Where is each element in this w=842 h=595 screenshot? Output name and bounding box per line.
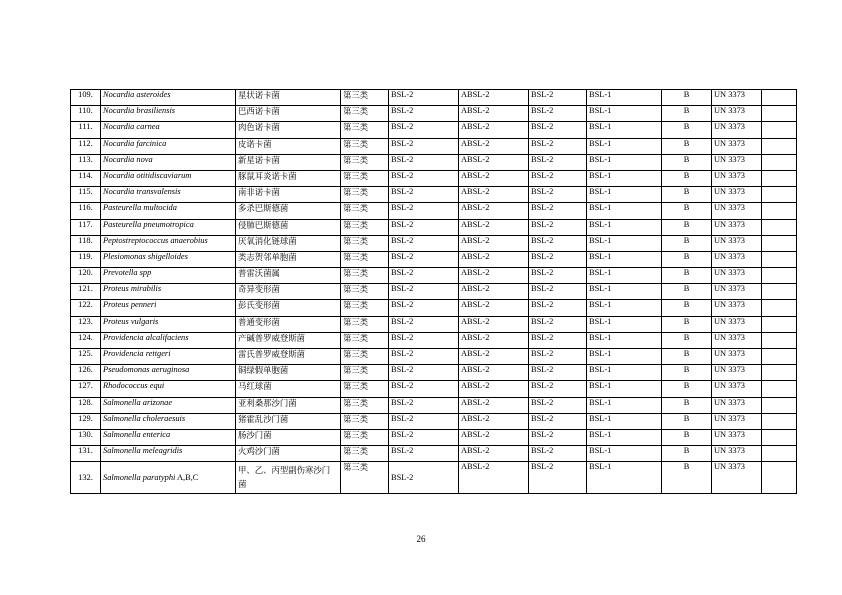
table-row [71,284,797,300]
remarks-cell [762,251,797,267]
un-number: UN 3373 [712,235,762,251]
page-number: 26 [416,534,426,544]
latin-name: Proteus vulgaris [101,316,236,332]
bsl-sample: BSL-2 [529,446,587,462]
latin-name: Nocardia carnea [101,122,236,138]
bsl-inactivated: BSL-1 [587,381,662,397]
row-number: 130. [71,429,101,445]
latin-name: Pseudomonas aeruginosa [101,365,236,381]
bsl-sample: BSL-2 [529,170,587,186]
table-row [71,429,797,445]
absl-level: ABSL-2 [459,284,529,300]
transport-category: B [662,349,712,365]
absl-level: ABSL-2 [459,251,529,267]
bsl-inactivated: BSL-1 [587,187,662,203]
row-number: 122. [71,300,101,316]
hazard-class: 第三类 [341,332,389,348]
chinese-name: 火鸡沙门菌 [236,446,341,462]
bsl-culture: BSL-2 [389,381,459,397]
bsl-sample: BSL-2 [529,413,587,429]
chinese-name: 普雷沃菌属 [236,268,341,284]
absl-level: ABSL-2 [459,365,529,381]
bsl-sample: BSL-2 [529,138,587,154]
latin-name: Proteus penneri [101,300,236,316]
remarks-cell [762,462,797,494]
chinese-name: 甲、乙、丙型副伤寒沙门菌 [236,462,341,494]
table-row [71,138,797,154]
bsl-culture: BSL-2 [389,251,459,267]
remarks-cell [762,122,797,138]
remarks-cell [762,235,797,251]
bsl-inactivated: BSL-1 [587,138,662,154]
bsl-inactivated: BSL-1 [587,365,662,381]
remarks-cell [762,300,797,316]
chinese-name: 侵肺巴斯德菌 [236,219,341,235]
bsl-sample: BSL-2 [529,397,587,413]
transport-category: B [662,154,712,170]
row-number: 110. [71,106,101,122]
bsl-sample: BSL-2 [529,154,587,170]
bsl-culture: BSL-2 [389,365,459,381]
latin-name: Rhodococcus equi [101,381,236,397]
un-number: UN 3373 [712,170,762,186]
un-number: UN 3373 [712,106,762,122]
bsl-culture: BSL-2 [389,154,459,170]
transport-category: B [662,316,712,332]
bsl-sample: BSL-2 [529,235,587,251]
bsl-sample: BSL-2 [529,300,587,316]
bsl-sample: BSL-2 [529,332,587,348]
row-number: 123. [71,316,101,332]
table-row [71,154,797,170]
transport-category: B [662,381,712,397]
bsl-culture: BSL-2 [389,316,459,332]
un-number: UN 3373 [712,349,762,365]
absl-level: ABSL-2 [459,90,529,106]
remarks-cell [762,446,797,462]
bsl-inactivated: BSL-1 [587,122,662,138]
bsl-inactivated: BSL-1 [587,219,662,235]
hazard-class: 第三类 [341,170,389,186]
bsl-inactivated: BSL-1 [587,397,662,413]
hazard-class: 第三类 [341,235,389,251]
absl-level: ABSL-2 [459,187,529,203]
bsl-inactivated: BSL-1 [587,300,662,316]
table-row [71,122,797,138]
un-number: UN 3373 [712,300,762,316]
un-number: UN 3373 [712,187,762,203]
bsl-sample: BSL-2 [529,381,587,397]
un-number: UN 3373 [712,154,762,170]
un-number: UN 3373 [712,90,762,106]
bsl-culture: BSL-2 [389,397,459,413]
bsl-sample: BSL-2 [529,122,587,138]
bsl-culture: BSL-2 [389,170,459,186]
hazard-class: 第三类 [341,462,389,494]
transport-category: B [662,365,712,381]
chinese-name: 肠沙门菌 [236,429,341,445]
bsl-sample: BSL-2 [529,106,587,122]
chinese-name: 巴西诺卡菌 [236,106,341,122]
bsl-culture: BSL-2 [389,429,459,445]
absl-level: ABSL-2 [459,203,529,219]
chinese-name: 厌氧消化链球菌 [236,235,341,251]
transport-category: B [662,235,712,251]
hazard-class: 第三类 [341,381,389,397]
table-row [71,300,797,316]
transport-category: B [662,446,712,462]
hazard-class: 第三类 [341,122,389,138]
bsl-culture: BSL-2 [389,138,459,154]
bsl-sample: BSL-2 [529,349,587,365]
hazard-class: 第三类 [341,203,389,219]
chinese-name: 普通变形菌 [236,316,341,332]
un-number: UN 3373 [712,429,762,445]
row-number: 131. [71,446,101,462]
remarks-cell [762,365,797,381]
row-number: 118. [71,235,101,251]
table-row [71,349,797,365]
latin-name: Nocardia otitidiscaviarum [101,170,236,186]
bsl-sample: BSL-2 [529,316,587,332]
remarks-cell [762,268,797,284]
bsl-inactivated: BSL-1 [587,251,662,267]
absl-level: ABSL-2 [459,429,529,445]
chinese-name: 产碱普罗威登斯菌 [236,332,341,348]
row-number: 116. [71,203,101,219]
absl-level: ABSL-2 [459,332,529,348]
chinese-name: 多杀巴斯德菌 [236,203,341,219]
latin-name-suffix: A,B,C [175,472,199,482]
hazard-class: 第三类 [341,397,389,413]
bsl-inactivated: BSL-1 [587,316,662,332]
bsl-inactivated: BSL-1 [587,235,662,251]
un-number: UN 3373 [712,397,762,413]
chinese-name: 新星诺卡菌 [236,154,341,170]
row-number: 119. [71,251,101,267]
bsl-sample: BSL-2 [529,219,587,235]
bsl-culture: BSL-2 [389,413,459,429]
hazard-class: 第三类 [341,90,389,106]
hazard-class: 第三类 [341,446,389,462]
hazard-class: 第三类 [341,365,389,381]
bsl-culture: BSL-2 [389,332,459,348]
latin-name: Salmonella arizonae [101,397,236,413]
absl-level: ABSL-2 [459,138,529,154]
bsl-inactivated: BSL-1 [587,154,662,170]
latin-name: Pasteurella multocida [101,203,236,219]
remarks-cell [762,284,797,300]
bsl-inactivated: BSL-1 [587,284,662,300]
row-number: 126. [71,365,101,381]
row-number: 127. [71,381,101,397]
chinese-name: 皮诺卡菌 [236,138,341,154]
latin-name: Nocardia farcinica [101,138,236,154]
bsl-inactivated: BSL-1 [587,106,662,122]
row-number: 109. [71,90,101,106]
bsl-inactivated: BSL-1 [587,349,662,365]
bsl-sample: BSL-2 [529,268,587,284]
absl-level: ABSL-2 [459,446,529,462]
transport-category: B [662,413,712,429]
row-number: 115. [71,187,101,203]
row-number: 113. [71,154,101,170]
hazard-class: 第三类 [341,413,389,429]
remarks-cell [762,413,797,429]
latin-name: Nocardia brasiliensis [101,106,236,122]
un-number: UN 3373 [712,251,762,267]
hazard-class: 第三类 [341,268,389,284]
latin-name: Pasteurella pneumotropica [101,219,236,235]
latin-name: Proteus mirabilis [101,284,236,300]
table-row [71,90,797,106]
row-number: 111. [71,122,101,138]
transport-category: B [662,268,712,284]
table-row [71,251,797,267]
transport-category: B [662,122,712,138]
bsl-sample: BSL-2 [529,203,587,219]
transport-category: B [662,170,712,186]
transport-category: B [662,429,712,445]
absl-level: ABSL-2 [459,413,529,429]
bsl-sample: BSL-2 [529,90,587,106]
table-row [71,365,797,381]
transport-category: B [662,284,712,300]
un-number: UN 3373 [712,203,762,219]
un-number: UN 3373 [712,219,762,235]
absl-level: ABSL-2 [459,462,529,494]
bsl-inactivated: BSL-1 [587,90,662,106]
bsl-inactivated: BSL-1 [587,170,662,186]
row-number: 121. [71,284,101,300]
table-row [71,187,797,203]
latin-name: Nocardia nova [101,154,236,170]
latin-name: Plesiomonas shigelloides [101,251,236,267]
chinese-name: 猪霍乱沙门菌 [236,413,341,429]
latin-name: Prevotella spp [101,268,236,284]
transport-category: B [662,219,712,235]
bsl-culture: BSL-2 [389,300,459,316]
bsl-culture: BSL-2 [389,349,459,365]
bsl-inactivated: BSL-1 [587,429,662,445]
transport-category: B [662,138,712,154]
un-number: UN 3373 [712,413,762,429]
bsl-sample: BSL-2 [529,365,587,381]
bsl-sample: BSL-2 [529,284,587,300]
bsl-inactivated: BSL-1 [587,332,662,348]
remarks-cell [762,154,797,170]
latin-name: Providencia rettgeri [101,349,236,365]
transport-category: B [662,251,712,267]
table-row [71,332,797,348]
un-number: UN 3373 [712,332,762,348]
table-row [71,381,797,397]
remarks-cell [762,381,797,397]
absl-level: ABSL-2 [459,154,529,170]
bsl-culture: BSL-2 [389,187,459,203]
un-number: UN 3373 [712,365,762,381]
chinese-name: 豚鼠耳炎诺卡菌 [236,170,341,186]
chinese-name: 肉色诺卡菌 [236,122,341,138]
table-row [71,235,797,251]
bsl-culture: BSL-2 [389,284,459,300]
row-number: 120. [71,268,101,284]
bsl-culture: BSL-2 [389,203,459,219]
bsl-culture: BSL-2 [389,446,459,462]
hazard-class: 第三类 [341,138,389,154]
un-number: UN 3373 [712,284,762,300]
remarks-cell [762,219,797,235]
pathogen-classification-table [70,89,797,494]
remarks-cell [762,106,797,122]
bsl-sample: BSL-2 [529,187,587,203]
latin-name: Salmonella enterica [101,429,236,445]
chinese-name: 雷氏普罗威登斯菌 [236,349,341,365]
chinese-name: 奇异变形菌 [236,284,341,300]
bsl-culture: BSL-2 [389,122,459,138]
un-number: UN 3373 [712,462,762,494]
un-number: UN 3373 [712,316,762,332]
bsl-sample: BSL-2 [529,429,587,445]
transport-category: B [662,332,712,348]
absl-level: ABSL-2 [459,300,529,316]
hazard-class: 第三类 [341,284,389,300]
absl-level: ABSL-2 [459,122,529,138]
absl-level: ABSL-2 [459,316,529,332]
bsl-sample: BSL-2 [529,462,587,494]
table-row [71,219,797,235]
bsl-culture: BSL-2 [389,219,459,235]
latin-name [101,462,236,494]
remarks-cell [762,203,797,219]
bsl-inactivated: BSL-1 [587,413,662,429]
absl-level: ABSL-2 [459,106,529,122]
bsl-culture: BSL-2 [389,268,459,284]
bsl-culture: BSL-2 [389,235,459,251]
absl-level: ABSL-2 [459,170,529,186]
chinese-name: 南非诺卡菌 [236,187,341,203]
remarks-cell [762,316,797,332]
chinese-name: 类志贺邻单胞菌 [236,251,341,267]
remarks-cell [762,90,797,106]
table-row [71,170,797,186]
hazard-class: 第三类 [341,154,389,170]
bsl-inactivated: BSL-1 [587,462,662,494]
bsl-culture: BSL-2 [389,106,459,122]
bsl-inactivated: BSL-1 [587,203,662,219]
latin-name: Providencia alcalifaciens [101,332,236,348]
transport-category: B [662,106,712,122]
absl-level: ABSL-2 [459,381,529,397]
table-row [71,268,797,284]
un-number: UN 3373 [712,268,762,284]
remarks-cell [762,429,797,445]
table-row [71,413,797,429]
row-number: 124. [71,332,101,348]
latin-name: Peptostreptococcus anaerobius [101,235,236,251]
row-number: 128. [71,397,101,413]
absl-level: ABSL-2 [459,219,529,235]
table-body [71,90,797,494]
transport-category: B [662,462,712,494]
row-number: 114. [71,170,101,186]
latin-name-italic: Salmonella paratyphi [103,472,176,482]
chinese-name: 亚利桑那沙门菌 [236,397,341,413]
hazard-class: 第三类 [341,349,389,365]
hazard-class: 第三类 [341,429,389,445]
remarks-cell [762,187,797,203]
absl-level: ABSL-2 [459,349,529,365]
absl-level: ABSL-2 [459,235,529,251]
absl-level: ABSL-2 [459,397,529,413]
latin-name: Nocardia asteroides [101,90,236,106]
remarks-cell [762,170,797,186]
transport-category: B [662,90,712,106]
latin-name: Salmonella choleraesuis [101,413,236,429]
hazard-class: 第三类 [341,251,389,267]
row-number: 129. [71,413,101,429]
un-number: UN 3373 [712,138,762,154]
table-row [71,397,797,413]
latin-name: Nocardia transvalensis [101,187,236,203]
hazard-class: 第三类 [341,219,389,235]
bsl-inactivated: BSL-1 [587,446,662,462]
row-number: 117. [71,219,101,235]
table-row [71,316,797,332]
hazard-class: 第三类 [341,187,389,203]
bsl-culture: BSL-2 [389,462,459,494]
table-row [71,446,797,462]
absl-level: ABSL-2 [459,268,529,284]
un-number: UN 3373 [712,446,762,462]
row-number: 125. [71,349,101,365]
un-number: UN 3373 [712,381,762,397]
table-row [71,203,797,219]
remarks-cell [762,332,797,348]
remarks-cell [762,138,797,154]
chinese-name: 彭氏变形菌 [236,300,341,316]
remarks-cell [762,397,797,413]
bsl-inactivated: BSL-1 [587,268,662,284]
chinese-name: 铜绿假单胞菌 [236,365,341,381]
table-row [71,462,797,494]
table-row [71,106,797,122]
chinese-name: 马红球菌 [236,381,341,397]
remarks-cell [762,349,797,365]
bsl-sample: BSL-2 [529,251,587,267]
latin-name: Salmonella meleagridis [101,446,236,462]
hazard-class: 第三类 [341,106,389,122]
hazard-class: 第三类 [341,316,389,332]
hazard-class: 第三类 [341,300,389,316]
un-number: UN 3373 [712,122,762,138]
bsl-culture: BSL-2 [389,90,459,106]
row-number: 132. [71,462,101,494]
transport-category: B [662,300,712,316]
chinese-name: 星状诺卡菌 [236,90,341,106]
transport-category: B [662,203,712,219]
row-number: 112. [71,138,101,154]
transport-category: B [662,397,712,413]
transport-category: B [662,187,712,203]
